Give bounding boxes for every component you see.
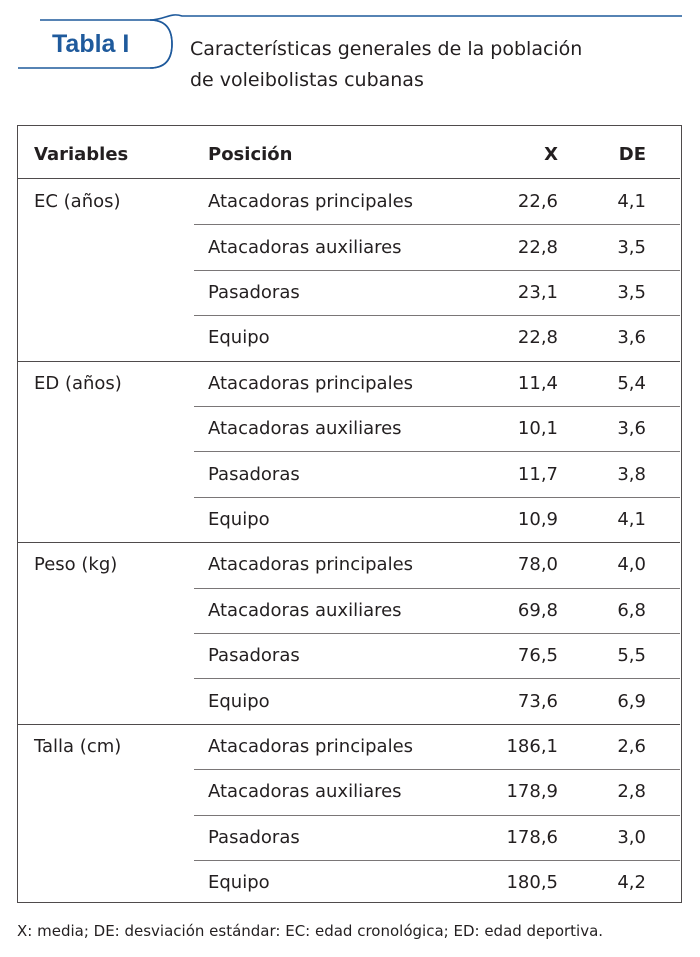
position-cell: Atacadoras principales	[208, 191, 414, 213]
sd-cell: 2,6	[617, 735, 646, 757]
position-cell: Atacadoras principales	[208, 372, 414, 394]
position-cell: Equipo	[208, 508, 270, 530]
mean-cell: 22,8	[517, 327, 558, 349]
position-cell: Atacadoras auxiliares	[208, 781, 402, 803]
mean-cell: 178,9	[506, 781, 558, 803]
sd-cell: 5,5	[617, 645, 646, 667]
sd-cell: 4,1	[617, 508, 646, 530]
table-row	[18, 633, 680, 678]
mean-cell: 69,8	[517, 599, 558, 621]
sd-cell: 6,8	[617, 599, 646, 621]
table-row	[18, 270, 680, 315]
mean-cell: 178,6	[506, 826, 558, 848]
position-cell: Atacadoras principales	[208, 554, 414, 576]
table-caption	[190, 34, 670, 96]
sd-cell: 6,9	[617, 690, 646, 712]
position-cell: Equipo	[208, 872, 270, 894]
sd-cell: 3,0	[617, 826, 646, 848]
sd-cell: 3,8	[617, 463, 646, 485]
table-row	[18, 451, 680, 496]
table-row	[18, 497, 680, 542]
table-number-label: Tabla I	[52, 30, 130, 58]
position-cell: Atacadoras auxiliares	[208, 236, 402, 258]
variable-cell: EC (años)	[34, 191, 121, 213]
sd-cell: 4,1	[617, 191, 646, 213]
table-row	[18, 361, 680, 406]
position-cell: Atacadoras auxiliares	[208, 418, 402, 440]
sd-cell: 3,5	[617, 281, 646, 303]
table-footnote: X: media; DE: desviación estándar: EC: edad cronológica; ED: edad deportiva.	[17, 922, 604, 940]
mean-cell: 186,1	[506, 735, 558, 757]
mean-cell: 22,6	[517, 191, 558, 213]
table-row	[18, 860, 680, 905]
data-table	[17, 125, 682, 903]
column-header-position: Posición	[208, 144, 293, 166]
table-row	[18, 224, 680, 269]
table-header-row	[18, 132, 680, 177]
table-row	[18, 815, 680, 860]
position-cell: Pasadoras	[208, 281, 300, 303]
position-cell: Pasadoras	[208, 463, 300, 485]
mean-cell: 22,8	[517, 236, 558, 258]
mean-cell: 11,7	[517, 463, 558, 485]
mean-cell: 11,4	[517, 372, 558, 394]
caption-line-2: de voleibolistas cubanas	[190, 69, 424, 91]
caption-line-1: Características generales de la población	[190, 38, 583, 60]
mean-cell: 23,1	[517, 281, 558, 303]
table-row	[18, 678, 680, 723]
mean-cell: 10,1	[517, 418, 558, 440]
column-header-de: DE	[618, 144, 646, 166]
column-header-variables: Variables	[34, 144, 129, 166]
mean-cell: 73,6	[517, 690, 558, 712]
mean-cell: 10,9	[517, 508, 558, 530]
table-row	[18, 724, 680, 769]
sd-cell: 2,8	[617, 781, 646, 803]
sd-cell: 5,4	[617, 372, 646, 394]
position-cell: Atacadoras principales	[208, 735, 414, 757]
table-row	[18, 179, 680, 224]
sd-cell: 4,0	[617, 554, 646, 576]
table-row	[18, 406, 680, 451]
position-cell: Equipo	[208, 690, 270, 712]
table-row	[18, 769, 680, 814]
position-cell: Atacadoras auxiliares	[208, 599, 402, 621]
sd-cell: 3,6	[617, 327, 646, 349]
table-row	[18, 315, 680, 360]
column-header-x: X	[544, 144, 558, 166]
position-cell: Pasadoras	[208, 826, 300, 848]
variable-cell: Peso (kg)	[34, 554, 118, 576]
table-header	[0, 0, 700, 110]
sd-cell: 3,5	[617, 236, 646, 258]
table-row	[18, 588, 680, 633]
sd-cell: 4,2	[617, 872, 646, 894]
table-row	[18, 542, 680, 587]
mean-cell: 78,0	[517, 554, 558, 576]
mean-cell: 180,5	[506, 872, 558, 894]
position-cell: Pasadoras	[208, 645, 300, 667]
variable-cell: ED (años)	[34, 372, 122, 394]
position-cell: Equipo	[208, 327, 270, 349]
variable-cell: Talla (cm)	[34, 735, 122, 757]
mean-cell: 76,5	[517, 645, 558, 667]
sd-cell: 3,6	[617, 418, 646, 440]
